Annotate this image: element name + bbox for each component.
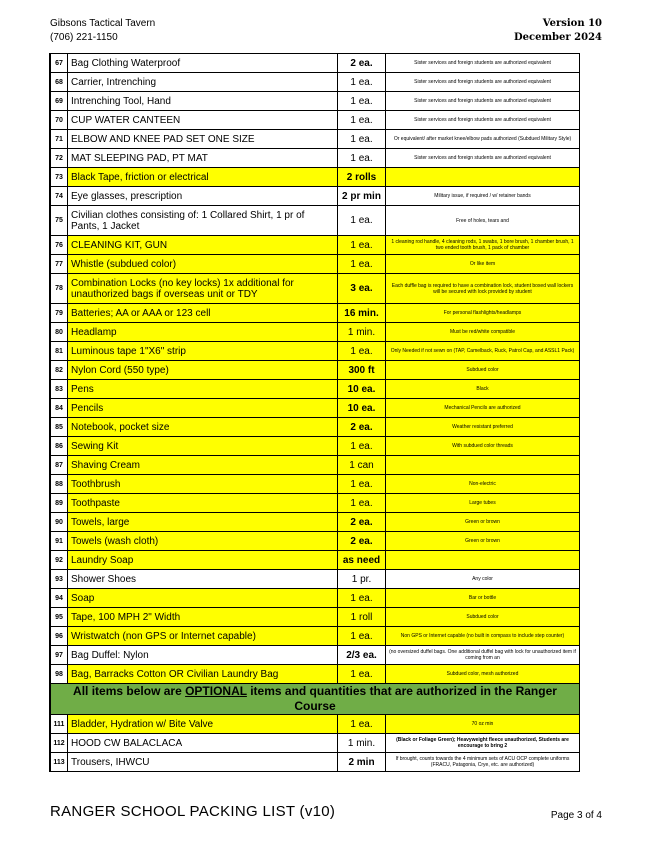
org-phone: (706) 221-1150 bbox=[50, 32, 118, 43]
item-name: CUP WATER CANTEEN bbox=[68, 111, 338, 130]
item-note: (no oversized duffel bags. One additional duffel bag with lock for unauthorized item if coming from an bbox=[386, 646, 580, 665]
item-name: Carrier, Intrenching bbox=[68, 73, 338, 92]
item-quantity: 3 ea. bbox=[338, 274, 386, 304]
item-note: Or like item bbox=[386, 255, 580, 274]
table-row bbox=[51, 532, 580, 551]
item-quantity: 1 ea. bbox=[338, 111, 386, 130]
item-note: Large tubes bbox=[386, 494, 580, 513]
row-number: 71 bbox=[51, 130, 68, 149]
table-row bbox=[51, 111, 580, 130]
row-number: 112 bbox=[51, 734, 68, 753]
table-row bbox=[51, 551, 580, 570]
table-row bbox=[51, 168, 580, 187]
item-note: Sister services and foreign students are authorized equivalent bbox=[386, 73, 580, 92]
table-row bbox=[51, 589, 580, 608]
table-row bbox=[51, 734, 580, 753]
item-name: Pens bbox=[68, 380, 338, 399]
item-quantity: 2 ea. bbox=[338, 513, 386, 532]
item-note: Must be red/white compatible bbox=[386, 323, 580, 342]
item-quantity: 1 ea. bbox=[338, 92, 386, 111]
row-number: 91 bbox=[51, 532, 68, 551]
document-header-right bbox=[514, 17, 602, 45]
row-number: 72 bbox=[51, 149, 68, 168]
item-name: Trousers, IHWCU bbox=[68, 753, 338, 772]
item-quantity: 16 min. bbox=[338, 304, 386, 323]
optional-banner-row bbox=[51, 684, 580, 715]
row-number: 77 bbox=[51, 255, 68, 274]
table-row bbox=[51, 380, 580, 399]
item-name: Bag Duffel: Nylon bbox=[68, 646, 338, 665]
item-quantity: 2 ea. bbox=[338, 54, 386, 73]
item-note: (Black or Foliage Green); Heavyweight fleece unauthorized, Students are encourage to bring 2 bbox=[386, 734, 580, 753]
version-date: December 2024 bbox=[513, 32, 602, 43]
table-row bbox=[51, 494, 580, 513]
item-note: Mechanical Pencils are authorized bbox=[386, 399, 580, 418]
row-number: 95 bbox=[51, 608, 68, 627]
item-note bbox=[386, 168, 580, 187]
row-number: 93 bbox=[51, 570, 68, 589]
item-note: Sister services and foreign students are authorized equivalent bbox=[386, 111, 580, 130]
banner-text-pre: All items below are bbox=[73, 684, 186, 698]
row-number: 84 bbox=[51, 399, 68, 418]
item-quantity: 10 ea. bbox=[338, 380, 386, 399]
item-quantity: 1 ea. bbox=[338, 255, 386, 274]
packing-list-table-wrap bbox=[49, 53, 579, 772]
item-note: Only Needed if not sewn on (TAP, Camelback, Ruck, Patrol Cap, and ASSL1 Pack) bbox=[386, 342, 580, 361]
item-name: Batteries; AA or AAA or 123 cell bbox=[68, 304, 338, 323]
item-quantity: 1 ea. bbox=[338, 589, 386, 608]
row-number: 87 bbox=[51, 456, 68, 475]
item-note: Bar or bottle bbox=[386, 589, 580, 608]
row-number: 96 bbox=[51, 627, 68, 646]
item-name: Eye glasses, prescription bbox=[68, 187, 338, 206]
item-name: Bag Clothing Waterproof bbox=[68, 54, 338, 73]
item-quantity: 2 ea. bbox=[338, 532, 386, 551]
item-note bbox=[386, 551, 580, 570]
item-quantity: 1 pr. bbox=[338, 570, 386, 589]
item-quantity: 2 min bbox=[338, 753, 386, 772]
table-row bbox=[51, 274, 580, 304]
table-row bbox=[51, 456, 580, 475]
row-number: 74 bbox=[51, 187, 68, 206]
table-row bbox=[51, 753, 580, 772]
item-note: Subdued color bbox=[386, 608, 580, 627]
row-number: 85 bbox=[51, 418, 68, 437]
row-number: 73 bbox=[51, 168, 68, 187]
item-name: HOOD CW BALACLACA bbox=[68, 734, 338, 753]
table-row bbox=[51, 646, 580, 665]
item-quantity: 1 ea. bbox=[338, 342, 386, 361]
item-quantity: 1 ea. bbox=[338, 73, 386, 92]
item-quantity: 1 ea. bbox=[338, 715, 386, 734]
item-note: Any color bbox=[386, 570, 580, 589]
item-note: With subdued color threads bbox=[386, 437, 580, 456]
table-row bbox=[51, 92, 580, 111]
item-quantity: 1 ea. bbox=[338, 437, 386, 456]
table-row bbox=[51, 73, 580, 92]
item-name: Luminous tape 1"X6" strip bbox=[68, 342, 338, 361]
item-name: Wristwatch (non GPS or Internet capable) bbox=[68, 627, 338, 646]
item-quantity: 2/3 ea. bbox=[338, 646, 386, 665]
item-quantity: 2 rolls bbox=[338, 168, 386, 187]
row-number: 111 bbox=[51, 715, 68, 734]
item-name: Toothpaste bbox=[68, 494, 338, 513]
item-note: Sister services and foreign students are authorized equivalent bbox=[386, 149, 580, 168]
version-label: Version 10 bbox=[542, 18, 602, 29]
item-name: CLEANING KIT, GUN bbox=[68, 236, 338, 255]
table-row bbox=[51, 608, 580, 627]
item-quantity: 1 ea. bbox=[338, 665, 386, 684]
table-row bbox=[51, 437, 580, 456]
table-row bbox=[51, 187, 580, 206]
row-number: 82 bbox=[51, 361, 68, 380]
item-note: Green or brown bbox=[386, 513, 580, 532]
item-note: Black bbox=[386, 380, 580, 399]
table-row bbox=[51, 236, 580, 255]
item-name: Civilian clothes consisting of: 1 Collared Shirt, 1 pr of Pants, 1 Jacket bbox=[68, 206, 338, 236]
row-number: 70 bbox=[51, 111, 68, 130]
item-quantity: 10 ea. bbox=[338, 399, 386, 418]
table-row bbox=[51, 570, 580, 589]
item-quantity: 1 roll bbox=[338, 608, 386, 627]
item-name: Bladder, Hydration w/ Bite Valve bbox=[68, 715, 338, 734]
item-name: Black Tape, friction or electrical bbox=[68, 168, 338, 187]
row-number: 90 bbox=[51, 513, 68, 532]
item-note: Non GPS or Internet capable (no built in compass to include step counter) bbox=[386, 627, 580, 646]
item-note: If brought, counts towards the 4 minimum sets of ACU OCP complete uniforms (FRACU, Patagonia, Crye, etc. are authorized) bbox=[386, 753, 580, 772]
optional-banner-section bbox=[51, 684, 580, 715]
item-name: Towels, large bbox=[68, 513, 338, 532]
item-name: MAT SLEEPING PAD, PT MAT bbox=[68, 149, 338, 168]
item-name: Combination Locks (no key locks) 1x additional for unauthorized bags if overseas unit or TDY bbox=[68, 274, 338, 304]
table-row bbox=[51, 255, 580, 274]
item-name: Shaving Cream bbox=[68, 456, 338, 475]
table-row bbox=[51, 418, 580, 437]
table-row bbox=[51, 627, 580, 646]
table-row bbox=[51, 149, 580, 168]
row-number: 75 bbox=[51, 206, 68, 236]
item-name: Notebook, pocket size bbox=[68, 418, 338, 437]
table-row bbox=[51, 342, 580, 361]
org-name: Gibsons Tactical Tavern bbox=[50, 18, 156, 29]
item-note: 1 cleaning rod handle, 4 cleaning rods, 1 swabs, 1 bore brush, 1 chamber brush, 1 two ended tooth brush, 1 pack of chamber bbox=[386, 236, 580, 255]
item-note bbox=[386, 456, 580, 475]
row-number: 67 bbox=[51, 54, 68, 73]
row-number: 83 bbox=[51, 380, 68, 399]
item-note: Subdued color bbox=[386, 361, 580, 380]
item-note: Sister services and foreign students are authorized equivalent bbox=[386, 92, 580, 111]
item-note: For personal flashlights/headlamps bbox=[386, 304, 580, 323]
packing-list-body bbox=[51, 54, 580, 684]
optional-list-body bbox=[51, 715, 580, 772]
item-quantity: 300 ft bbox=[338, 361, 386, 380]
item-name: Toothbrush bbox=[68, 475, 338, 494]
row-number: 97 bbox=[51, 646, 68, 665]
item-note: Green or brown bbox=[386, 532, 580, 551]
row-number: 78 bbox=[51, 274, 68, 304]
packing-list-table bbox=[50, 53, 580, 772]
item-name: Headlamp bbox=[68, 323, 338, 342]
item-quantity: 1 ea. bbox=[338, 494, 386, 513]
item-name: Whistle (subdued color) bbox=[68, 255, 338, 274]
item-note: Military issue, if required / w/ retainer bands bbox=[386, 187, 580, 206]
table-row bbox=[51, 475, 580, 494]
table-row bbox=[51, 399, 580, 418]
item-note: 70 oz min bbox=[386, 715, 580, 734]
item-quantity: 1 ea. bbox=[338, 130, 386, 149]
item-name: Tape, 100 MPH 2" Width bbox=[68, 608, 338, 627]
item-quantity: 2 pr min bbox=[338, 187, 386, 206]
item-name: Pencils bbox=[68, 399, 338, 418]
item-note: Subdued color, mesh authorized bbox=[386, 665, 580, 684]
item-name: Sewing Kit bbox=[68, 437, 338, 456]
item-quantity: 2 ea. bbox=[338, 418, 386, 437]
footer-title: RANGER SCHOOL PACKING LIST (v10) bbox=[50, 803, 336, 820]
document-header-left bbox=[50, 17, 155, 45]
table-row bbox=[51, 54, 580, 73]
table-row bbox=[51, 130, 580, 149]
item-quantity: 1 min. bbox=[338, 734, 386, 753]
item-note: Sister services and foreign students are authorized equivalent bbox=[386, 54, 580, 73]
item-quantity: 1 ea. bbox=[338, 475, 386, 494]
item-name: Intrenching Tool, Hand bbox=[68, 92, 338, 111]
item-quantity: 1 can bbox=[338, 456, 386, 475]
table-row bbox=[51, 715, 580, 734]
row-number: 113 bbox=[51, 753, 68, 772]
item-name: Towels (wash cloth) bbox=[68, 532, 338, 551]
row-number: 76 bbox=[51, 236, 68, 255]
row-number: 86 bbox=[51, 437, 68, 456]
item-name: Soap bbox=[68, 589, 338, 608]
row-number: 98 bbox=[51, 665, 68, 684]
item-quantity: as need bbox=[338, 551, 386, 570]
item-name: Shower Shoes bbox=[68, 570, 338, 589]
item-name: Nylon Cord (550 type) bbox=[68, 361, 338, 380]
row-number: 81 bbox=[51, 342, 68, 361]
table-row bbox=[51, 513, 580, 532]
item-note: Free of holes, tears and bbox=[386, 206, 580, 236]
item-note: Or equivalent/ after market knee/elbow pads authorized (Subdued Military Style) bbox=[386, 130, 580, 149]
item-quantity: 1 ea. bbox=[338, 236, 386, 255]
row-number: 88 bbox=[51, 475, 68, 494]
item-note: Non-electric bbox=[386, 475, 580, 494]
item-note: Weather resistant preferred bbox=[386, 418, 580, 437]
item-name: Laundry Soap bbox=[68, 551, 338, 570]
item-quantity: 1 ea. bbox=[338, 206, 386, 236]
row-number: 68 bbox=[51, 73, 68, 92]
item-name: Bag, Barracks Cotton OR Civilian Laundry Bag bbox=[68, 665, 338, 684]
page-number: Page 3 of 4 bbox=[550, 810, 602, 821]
row-number: 94 bbox=[51, 589, 68, 608]
row-number: 80 bbox=[51, 323, 68, 342]
item-quantity: 1 min. bbox=[338, 323, 386, 342]
row-number: 89 bbox=[51, 494, 68, 513]
item-name: ELBOW AND KNEE PAD SET ONE SIZE bbox=[68, 130, 338, 149]
banner-text-optional: OPTIONAL bbox=[185, 684, 247, 698]
item-note: Each duffle bag is required to have a combination lock, student boxed wall lockers will be secured with lock provided by student bbox=[386, 274, 580, 304]
table-row bbox=[51, 206, 580, 236]
item-quantity: 1 ea. bbox=[338, 149, 386, 168]
row-number: 92 bbox=[51, 551, 68, 570]
table-row bbox=[51, 361, 580, 380]
item-quantity: 1 ea. bbox=[338, 627, 386, 646]
table-row bbox=[51, 304, 580, 323]
row-number: 69 bbox=[51, 92, 68, 111]
optional-banner bbox=[51, 684, 580, 715]
row-number: 79 bbox=[51, 304, 68, 323]
table-row bbox=[51, 665, 580, 684]
banner-text-post: items and quantities that are authorized in the Ranger Course bbox=[246, 684, 557, 713]
table-row bbox=[51, 323, 580, 342]
